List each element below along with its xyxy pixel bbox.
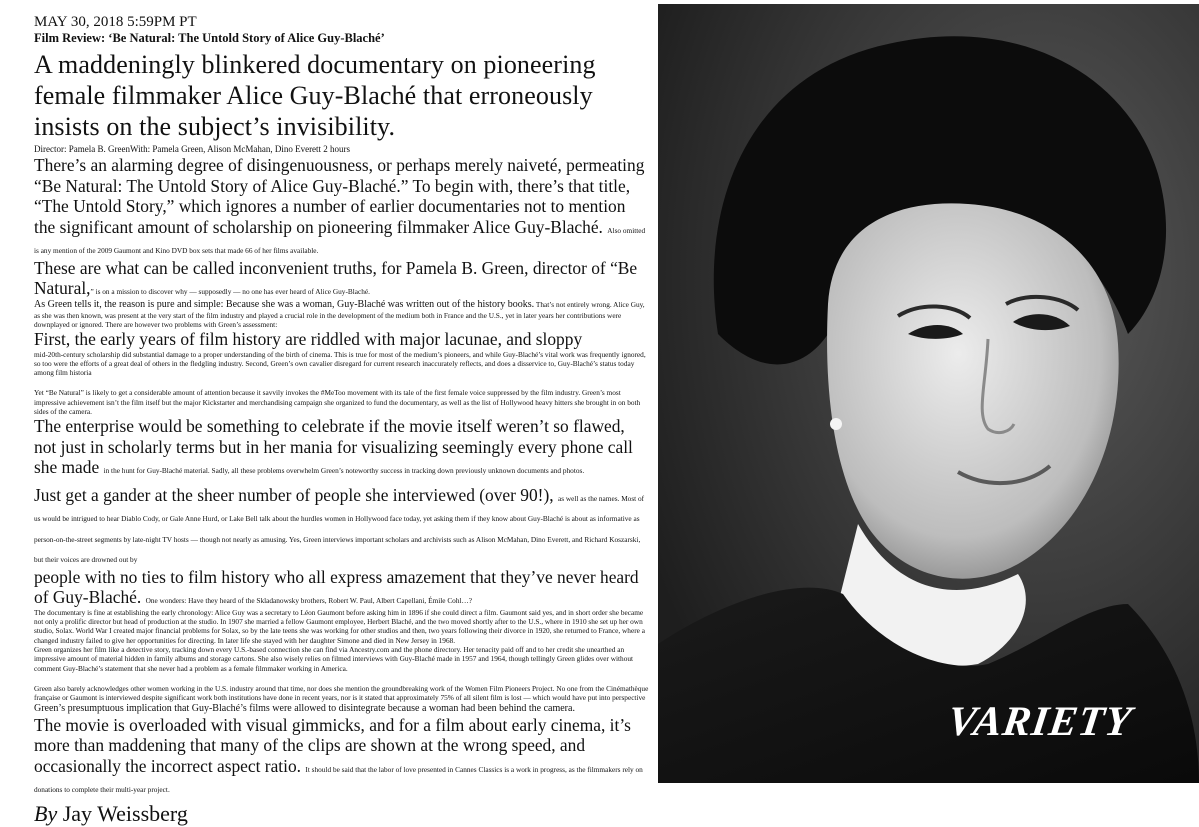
paragraph-5: Yet “Be Natural” is likely to get a considerable amount of attention because it savvily invokes the #MeToo movement with its tale of the first female voice suppressed by the film industry. Green’s most impressive achievement isn’t the film itself but the major Kickstarter and merchandising campaign she organized to fund the documentary, as well as the list of Hollywood heavy hitters she brought in on both sides of the camera.	[34, 388, 641, 417]
paragraph-8-small: One wonders: Have they heard of the Skladanowsky brothers, Robert W. Paul, Albert Capellani, Émile Cohl…?	[145, 596, 473, 606]
paragraph-9: The documentary is fine at establishing the early chronology: Alice Guy was a secretary to Léon Gaumont before asking him in 1896 if she could direct a film. Gaumont said yes, and in short order she became not only a prolific director but head of production at the studio. In 1907 she married a fellow Gaumont employee, Herbert Blaché, and the two moved shortly after to the U.S., where in 1910 she set up her own studio, Solax. World War I created major financial problems for Solax, so by the late teens she was working for other studios and then, two years following their divorce in 1920, she returned to France, where a changed industry failed to give her opportunities for directing. In later life she stayed with her daughter Simone and died in New Jersey in 1968.	[34, 607, 645, 645]
paragraph-11	[34, 684, 649, 715]
portrait-photo	[658, 4, 1199, 783]
paragraph-3-mid: As Green tells it, the reason is pure and simple: Because she was a woman, Guy-Blaché was written out of the history books.	[34, 298, 535, 310]
review-kicker: Film Review: ‘Be Natural: The Untold Story of Alice Guy-Blaché’	[34, 31, 385, 45]
paragraph-11-small: Green also barely acknowledges other women working in the U.S. industry around that time, nor does she mention the groundbreaking work of the Women Film Pioneers Project. No one from the Cinémathèque française or Gaumont is interviewed despite significant work both institutions have done in recent years, nor is it stated that approximately 75% of all silent film is lost — which would have put into perspective	[34, 683, 649, 703]
paragraph-2-small: ” is on a mission to discover why — supposedly — no one has ever heard of Alice Guy-Blaché.	[90, 287, 370, 296]
paragraph-3-small: That’s not entirely wrong. Alice Guy, as she was then known, was present at the very start of the film industry and played a crucial role in the development of the medium both in France and the U.S., yet in later years her contributions were downplayed or ignored. There are however two problems with Green’s assessment:	[34, 299, 645, 329]
portrait-illustration	[658, 4, 1199, 783]
paragraph-12-large: The movie is overloaded with visual gimmicks, and for a film about early cinema, it’s more than maddening that many of the clips are shown at the wrong speed, and occasionally the incorrect aspect ratio.	[34, 714, 631, 776]
headline: A maddeningly blinkered documentary on pioneering female filmmaker Alice Guy-Blaché that erroneously insists on the subject’s invisibility.	[34, 50, 596, 141]
byline-prefix: By	[34, 800, 58, 826]
paragraph-4-lead: First, the early years of film history are riddled with major lacunae, and sloppy	[34, 329, 583, 350]
paragraph-7-large: Just get a gander at the sheer number of people she interviewed (over 90!),	[34, 484, 554, 505]
paragraph-8	[34, 567, 649, 608]
paragraph-6-small: in the hunt for Guy-Blaché material. Sadly, all these problems overwhelm Green’s noteworthy success in tracking down previously unknown documents and photos.	[103, 466, 585, 476]
paragraph-2-large: These are what can be called inconvenient truths, for Pamela B. Green, director of “Be Natural,	[34, 257, 638, 298]
paragraph-1-small: Also omitted is any mention of the 2009 Gaumont and Kino DVD box sets that made 66 of her films available.	[34, 225, 646, 255]
paragraph-2	[34, 258, 649, 299]
paragraph-3	[34, 299, 649, 330]
film-credits: Director: Pamela B. GreenWith: Pamela Green, Alison McMahan, Dino Everett 2 hours	[34, 144, 351, 154]
paragraph-7	[34, 485, 649, 567]
paragraph-7-small: as well as the names. Most of us would be intrigued to hear Diablo Cody, or Gale Anne Hurd, or Lake Bell talk about the hurdles women in Hollywood face today, yet asking them if they know about Guy-Blaché is about as informative as person-on-the-street segments by late-night TV hosts — though not nearly as amusing. Yes, Green interviews important scholars and archivists such as Alison McMahan, Dino Everett, and Richard Koszarski, but their voices are drowned out by	[34, 493, 645, 565]
paragraph-1	[34, 155, 649, 258]
publish-date: MAY 30, 2018 5:59PM PT	[34, 14, 197, 30]
paragraph-6	[34, 416, 649, 478]
paragraph-10: Green organizes her film like a detective story, tracking down every U.S.-based connection she can find via Ancestry.com and the phone directory. Her tenacity paid off and to her credit she unearthed an impressive amount of material hidden in family albums and storage cartons. She also wisely relies on filmed interviews with Guy-Blaché made in 1957 and 1964, though tellingly Green glides over without comment Guy-Blaché’s statement that she never had a problem as a female filmmaker working in America.	[34, 645, 634, 673]
paragraph-6-large: The enterprise would be something to celebrate if the movie itself weren’t so flawed, not just in scholarly terms but in her mania for visualizing seemingly every phone call she made	[34, 416, 633, 478]
earring	[830, 418, 842, 430]
byline-author: Jay Weissberg	[62, 800, 188, 826]
article	[34, 14, 649, 826]
byline	[34, 801, 649, 827]
paragraph-1-large: There’s an alarming degree of disingenuousness, or perhaps merely naiveté, permeating “Be Natural: The Untold Story of Alice Guy-Blaché.” To begin with, there’s that title, “The Untold Story,” which ignores a number of earlier documentaries not to mention the significant amount of scholarship on pioneering filmmaker Alice Guy-Blaché.	[34, 155, 645, 237]
paragraph-12	[34, 715, 649, 797]
paragraph-11-mid: Green’s presumptuous implication that Guy-Blaché’s films were allowed to disintegrate because a woman had been behind the camera.	[34, 702, 575, 714]
variety-logo: VARIETY	[944, 699, 1135, 745]
paragraph-12-small: It should be said that the labor of love presented in Cannes Classics is a work in progress, as the filmmakers rely on donations to complete their multi-year project.	[34, 764, 643, 795]
paragraph-8-large: people with no ties to film history who all express amazement that they’ve never heard of Guy-Blaché.	[34, 566, 639, 608]
paragraph-4-body: mid-20th-century scholarship did substantial damage to a proper understanding of the birth of cinema. This is true for most of the medium’s pioneers, and while Guy-Blaché’s vital work was frequently ignored, so too were the efforts of a great deal of others in the fledgling industry. Second, Green’s own cavalier disregard for current research inaccurately reflects, and does a disservice to, Guy-Blaché’s status today among film historia	[34, 349, 646, 378]
